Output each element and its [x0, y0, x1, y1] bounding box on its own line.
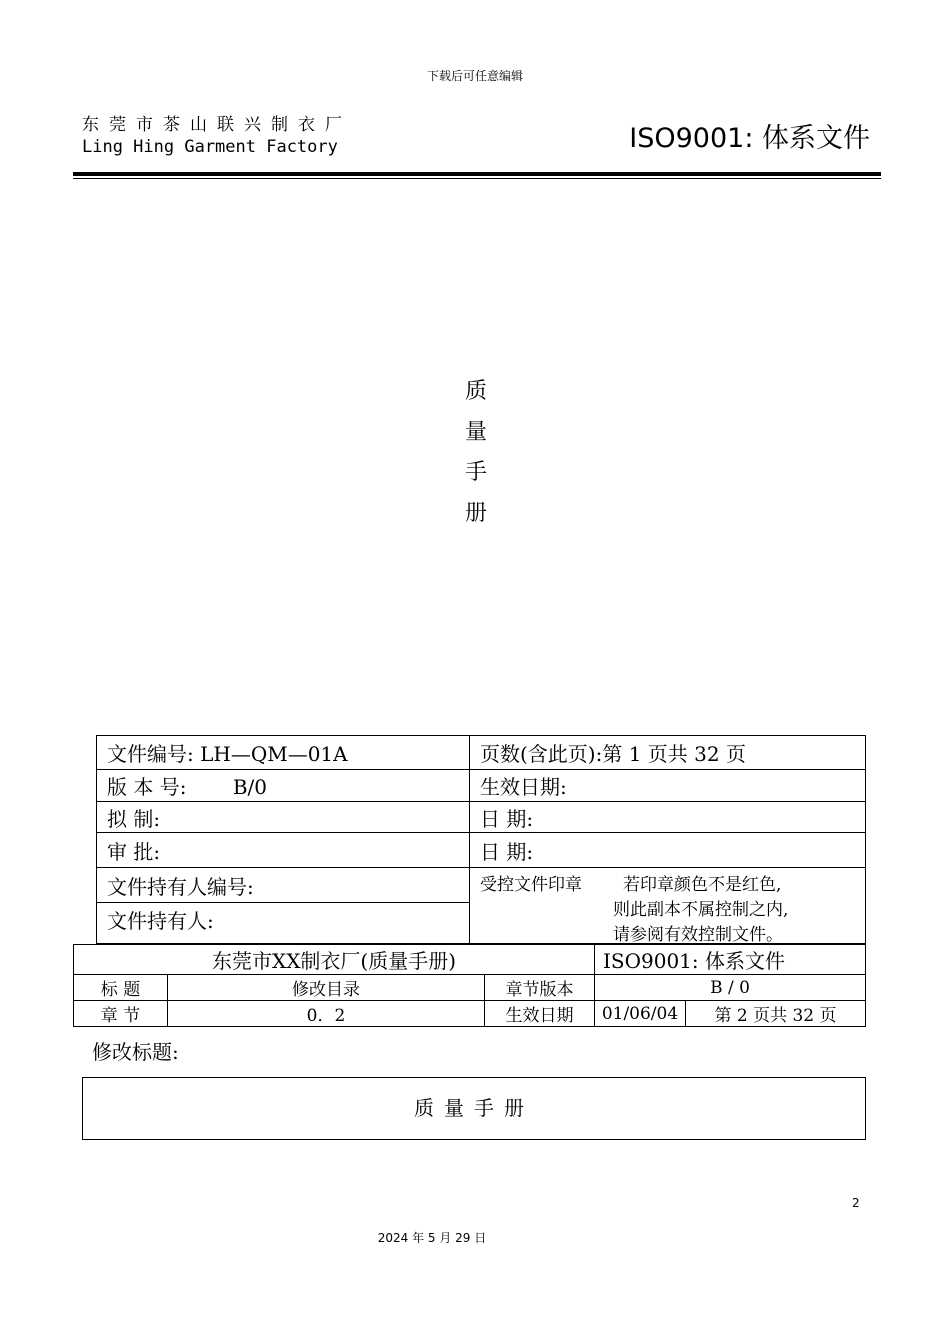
version-cell	[97, 770, 470, 802]
document-info-table	[96, 735, 866, 944]
controlled-stamp-cell	[470, 868, 866, 944]
cover-title-char: 质	[464, 379, 487, 404]
modify-title-box	[82, 1077, 866, 1140]
chapter-version-value: B / 0	[595, 975, 866, 1001]
cover-title	[462, 372, 490, 534]
holder-cell: 文件持有人:	[97, 903, 470, 944]
effective-date-label: 生效日期	[485, 1001, 595, 1027]
title-label: 标 题	[74, 975, 168, 1001]
title-value: 修改目录	[168, 975, 485, 1001]
page-info: 第 2 页共 32 页	[686, 1001, 866, 1027]
top-note: 下载后可任意编辑	[426, 69, 523, 83]
section-header-table	[73, 944, 866, 1027]
version-value: B/0	[232, 775, 267, 799]
cover-title-char: 册	[464, 500, 487, 526]
effective-date-cell: 生效日期:	[470, 770, 866, 802]
document-system-title: ISO9001: 体系文件	[629, 123, 870, 154]
page-number: 2	[852, 1196, 860, 1210]
doc-number-cell: 文件编号: LH—QM—01A	[97, 736, 470, 770]
approval-date-cell: 日 期:	[470, 833, 866, 868]
stamp-note-line2: 则此副本不属控制之内,	[613, 900, 789, 920]
cover-title-char: 量	[464, 419, 487, 445]
chapter-version-label: 章节版本	[485, 975, 595, 1001]
footer-date: 2024 年 5 月 29 日	[377, 1231, 487, 1245]
stamp-label: 受控文件印章	[480, 875, 582, 895]
header-rule-thick	[73, 172, 881, 176]
drafted-by-cell: 拟 制:	[97, 802, 470, 833]
system-cell: ISO9001: 体系文件	[595, 945, 866, 975]
factory-manual-title: 东莞市XX制衣厂(质量手册)	[74, 945, 595, 975]
chapter-value: 0．2	[168, 1001, 485, 1027]
chapter-label: 章 节	[74, 1001, 168, 1027]
company-name-cn: 东莞市茶山联兴制衣厂	[82, 115, 352, 135]
modify-title-value: 质量手册	[414, 1096, 534, 1120]
approved-by-cell: 审 批:	[97, 833, 470, 868]
company-name-en: Ling Hing Garment Factory	[82, 137, 338, 157]
header-rule-thin	[73, 178, 881, 179]
stamp-note-line3: 请参阅有效控制文件。	[613, 925, 783, 945]
holder-number-cell: 文件持有人编号:	[97, 868, 470, 903]
cover-title-char: 手	[464, 460, 487, 485]
effective-date-value: 01/06/04	[595, 1001, 686, 1027]
page-count-cell: 页数(含此页):第 1 页共 32 页	[470, 736, 866, 770]
version-label: 版 本 号:	[107, 775, 187, 799]
draft-date-cell: 日 期:	[470, 802, 866, 833]
stamp-note-line1: 若印章颜色不是红色,	[623, 875, 782, 895]
modify-title-label: 修改标题:	[92, 1040, 179, 1064]
